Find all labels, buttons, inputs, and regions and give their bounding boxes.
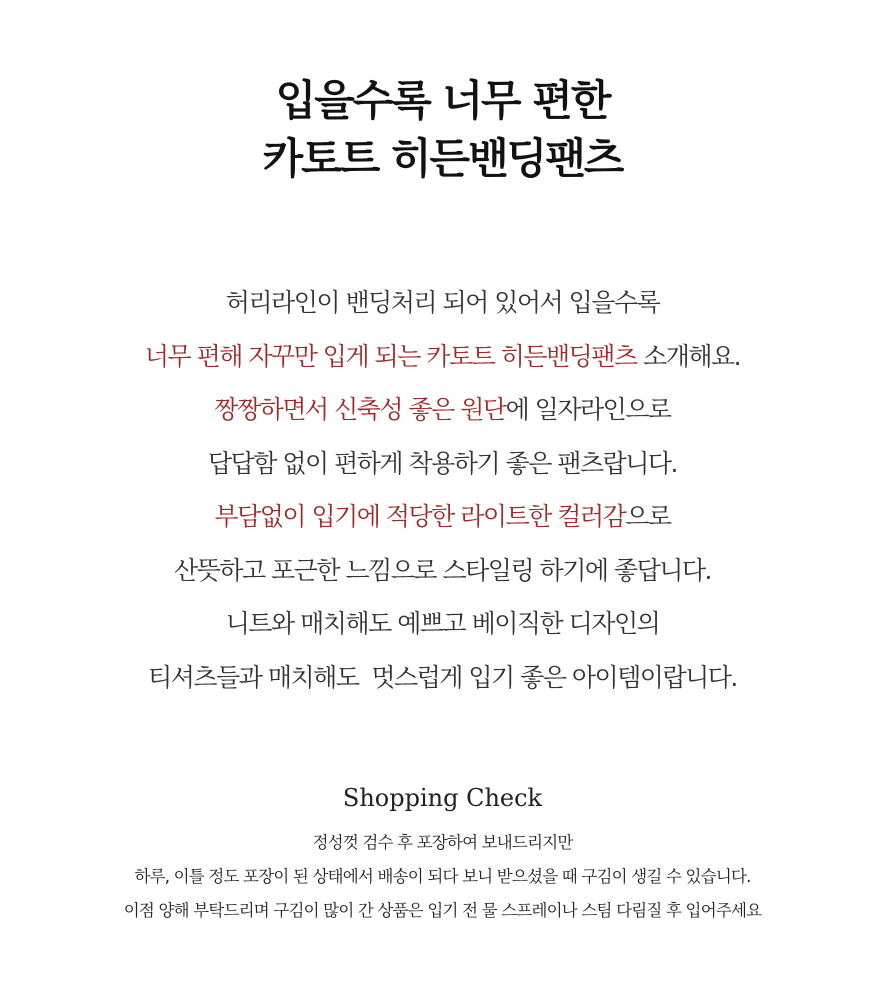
description-line-2: [0, 330, 885, 384]
description-line-6: 산뜻하고 포근한 느낌으로 스타일링 하기에 좋답니다.: [174, 555, 711, 585]
description-line-8: 티셔츠들과 매치해도 멋스럽게 입기 좋은 아이템이랍니다.: [148, 662, 737, 692]
product-description: [0, 276, 885, 704]
description-line-3-rest: 에 일자라인으로: [505, 395, 671, 424]
description-line-5-highlight: 부담없이 입기에 적당한 라이트한 컬러감: [214, 502, 626, 531]
description-line-2-rest: 소개해요.: [636, 341, 741, 371]
shopping-check-line-3: 이점 양해 부탁드리며 구김이 많이 간 상품은 입기 전 물 스프레이나 스팀 다림질 후 입어주세요: [123, 901, 762, 920]
shopping-check-line-1: 정성껏 검수 후 포장하여 보내드리지만: [312, 833, 573, 852]
description-line-5-rest: 으로: [625, 502, 671, 531]
description-line-1: 허리라인이 밴딩처리 되어 있어서 입을수록: [225, 288, 660, 317]
description-line-2-highlight: 너무 편해 자꾸만 입게 되는 카토트 히든밴딩팬츠: [144, 341, 637, 371]
shopping-check-notice: [0, 826, 885, 928]
headline-line-1: 입을수록 너무 편한: [275, 76, 610, 125]
description-line-3-highlight: 짱짱하면서 신축성 좋은 원단: [214, 395, 506, 424]
description-line-4: 답답함 없이 편하게 착용하기 좋은 팬츠랍니다.: [207, 448, 678, 478]
description-line-7: 니트와 매치해도 예쁘고 베이직한 디자인의: [225, 609, 660, 638]
headline: [0, 72, 885, 188]
shopping-check-line-2: 하루, 이틀 정도 포장이 된 상태에서 배송이 되다 보니 받으셨을 때 구김이 생길 수 있습니다.: [134, 867, 751, 886]
headline-line-2: 카토트 히든밴딩팬츠: [262, 134, 623, 183]
description-line-5: [0, 490, 885, 544]
description-line-3: [0, 383, 885, 437]
shopping-check-title: Shopping Check: [342, 784, 543, 812]
